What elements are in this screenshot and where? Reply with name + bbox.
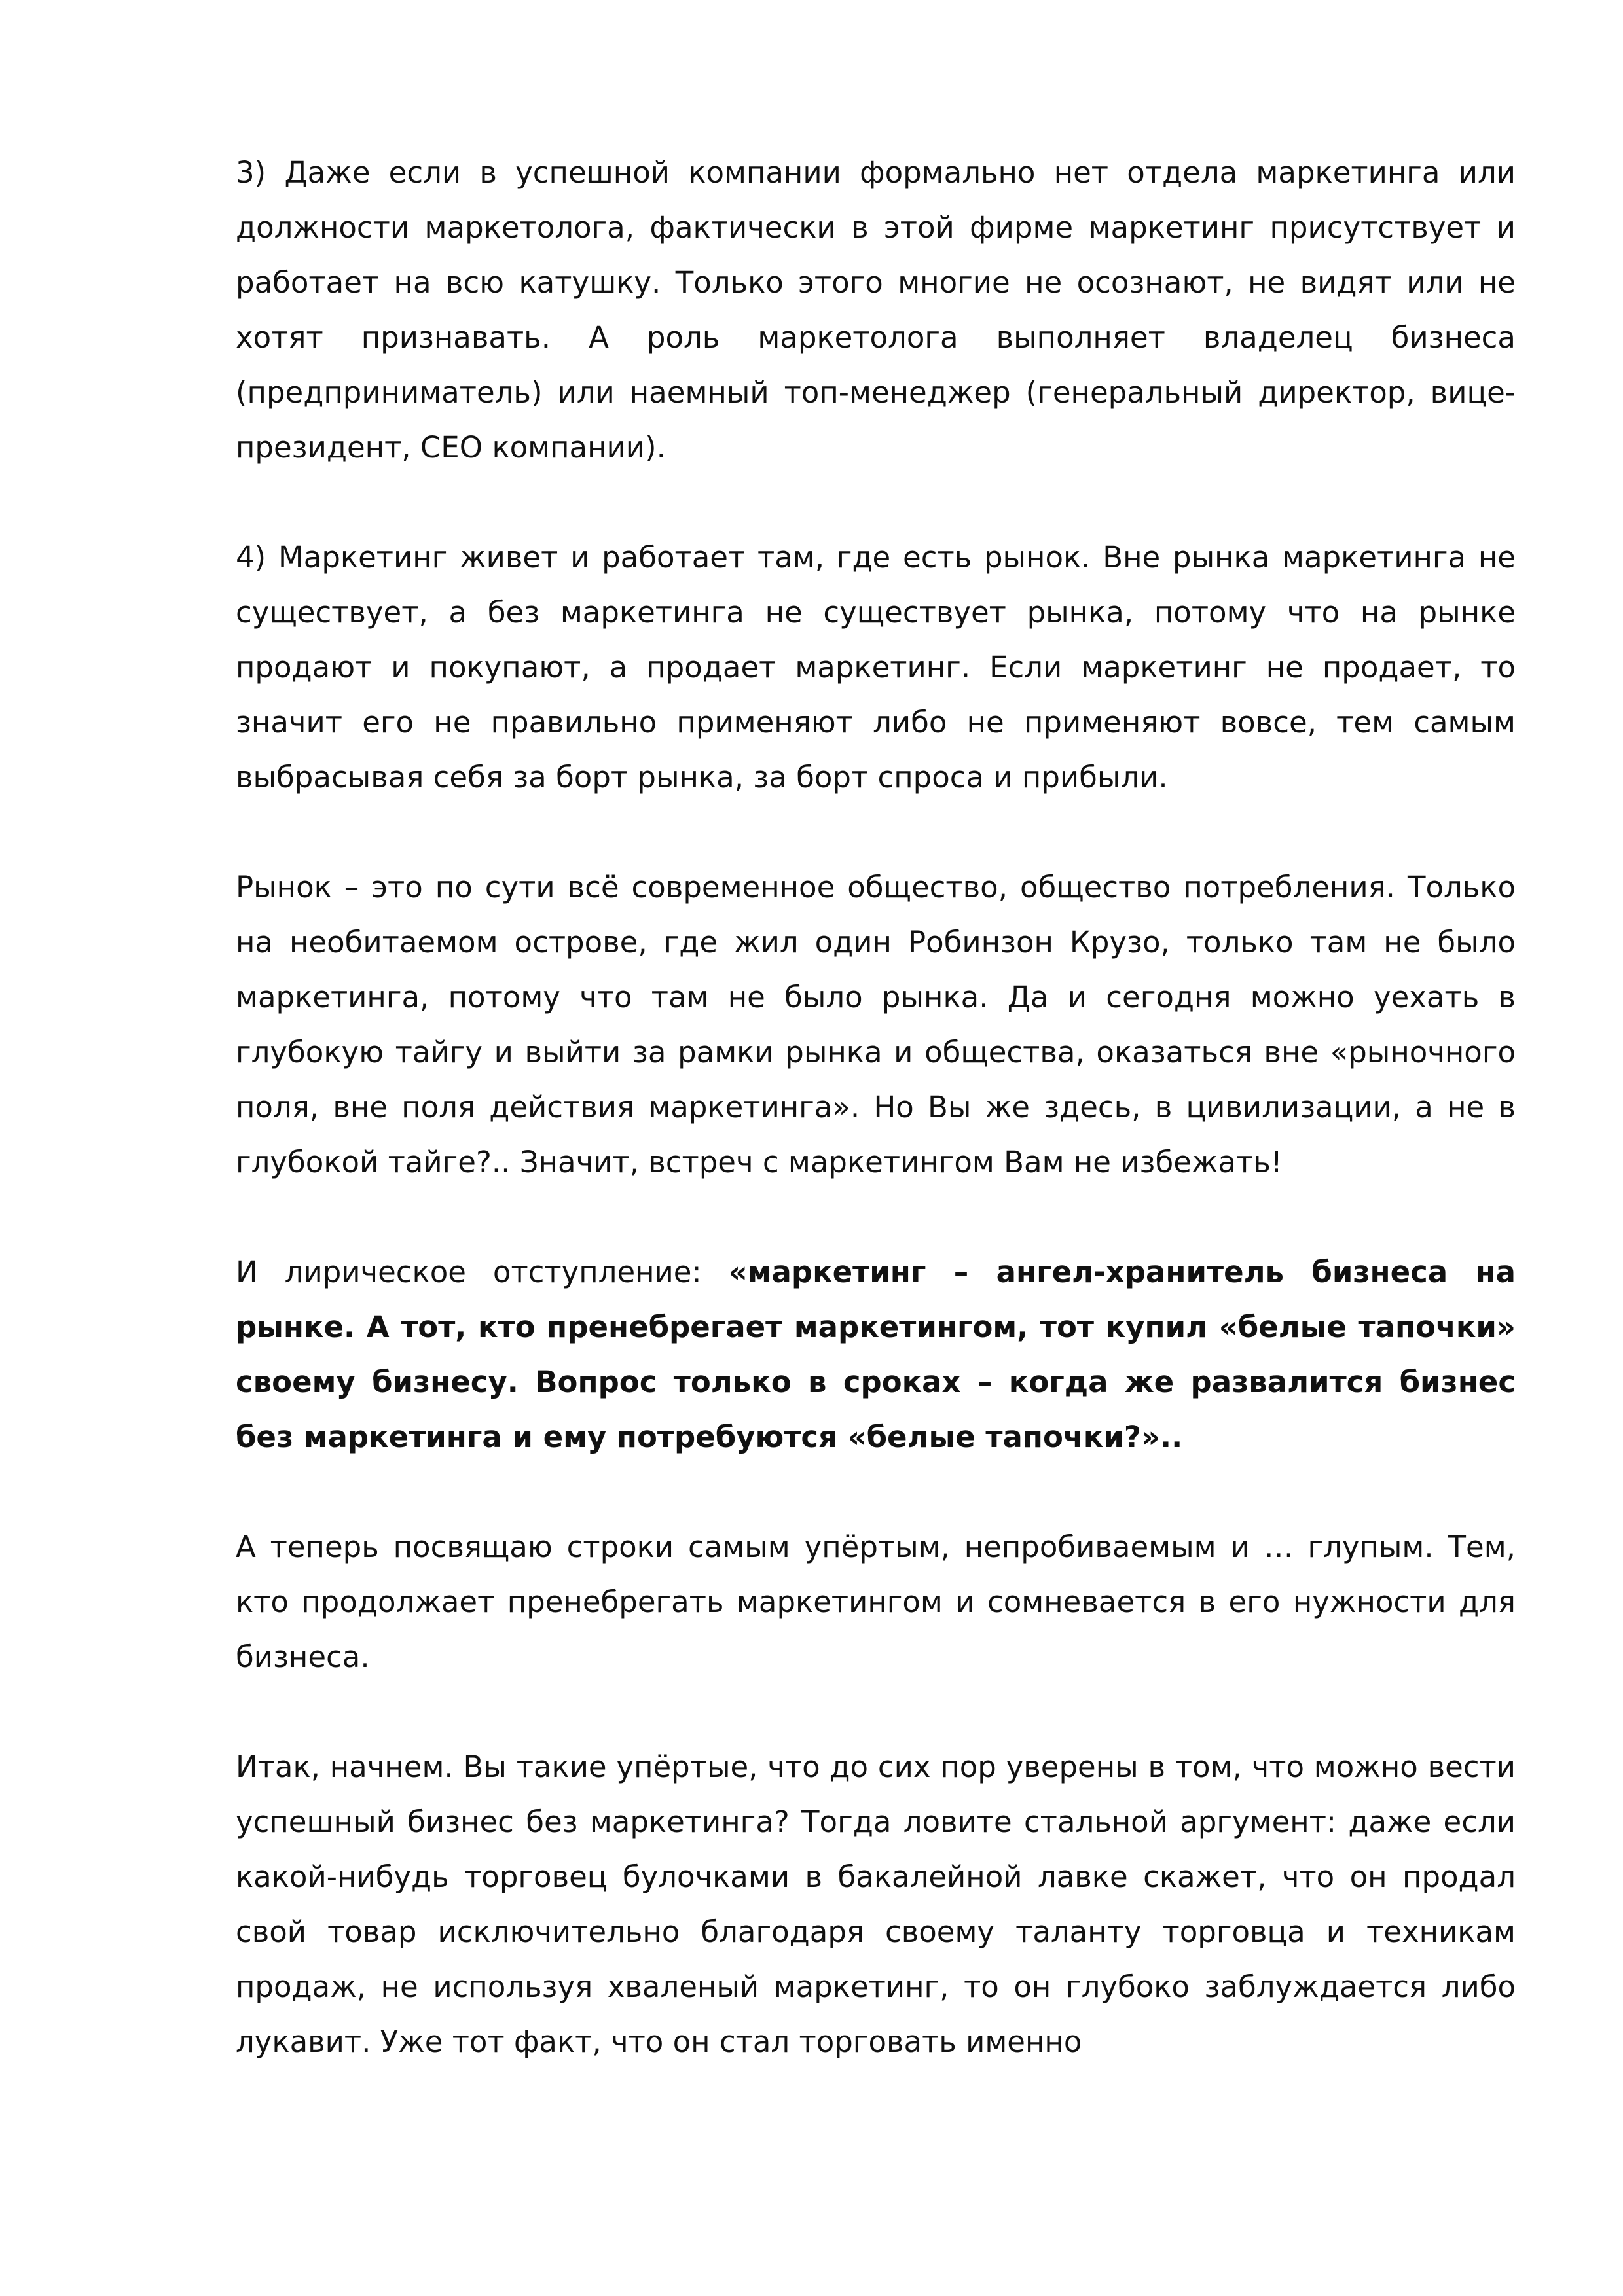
- paragraph-point-3: 3) Даже если в успешной компании формально нет отдела маркетинга или должности маркетолога, фактически в этой фирме маркетинг присутствует и работает на всю катушку. Только этого многие не осознают, не видят или не хотят признавать. А роль маркетолога выполняет владелец бизнеса (предприниматель) или наемный топ-менеджер (генеральный директор, вице-президент, CEO компании).: [236, 155, 1516, 465]
- lyrical-intro-text: И лирическое отступление:: [236, 1255, 729, 1289]
- paragraph-steel-argument: Итак, начнем. Вы такие упёртые, что до сих пор уверены в том, что можно вести успешный бизнес без маркетинга? Тогда ловите стальной аргумент: даже если какой-нибудь торговец булочками в бакалейной лавке скажет, что он продал свой товар исключительно благодаря своему таланту торговца и техникам продаж, не используя хваленый маркетинг, то он глубоко заблуждается либо лукавит. Уже тот факт, что он стал торговать именно: [236, 1749, 1516, 2059]
- paragraph-point-4: 4) Маркетинг живет и работает там, где есть рынок. Вне рынка маркетинга не существует, а без маркетинга не существует рынка, потому что на рынке продают и покупают, а продает маркетинг. Если маркетинг не продает, то значит его не правильно применяют либо не применяют вовсе, тем самым выбрасывая себя за борт рынка, за борт спроса и прибыли.: [236, 540, 1516, 795]
- paragraph-market-society: Рынок – это по сути всё современное общество, общество потребления. Только на необитаемом острове, где жил один Робинзон Крузо, только там не было маркетинга, потому что там не было рынка. Да и сегодня можно уехать в глубокую тайгу и выйти за рамки рынка и общества, оказаться вне «рыночного поля, вне поля действия маркетинга». Но Вы же здесь, в цивилизации, а не в глубокой тайге?.. Значит, встреч с маркетингом Вам не избежать!: [236, 870, 1516, 1179]
- paragraph-lyrical-digression: [236, 1245, 1516, 1465]
- document-body: [236, 145, 1516, 2125]
- lyrical-bold-quote: «маркетинг – ангел-хранитель бизнеса на рынке. А тот, кто пренебрегает маркетингом, тот купил «белые тапочки» своему бизнесу. Вопрос только в сроках – когда же развалится бизнес без маркетинга и ему потребуются «белые тапочки?»..: [236, 1255, 1516, 1454]
- paragraph-dedication: А теперь посвящаю строки самым упёртым, непробиваемым и … глупым. Тем, кто продолжает пренебрегать маркетингом и сомневается в его нужности для бизнеса.: [236, 1530, 1516, 1674]
